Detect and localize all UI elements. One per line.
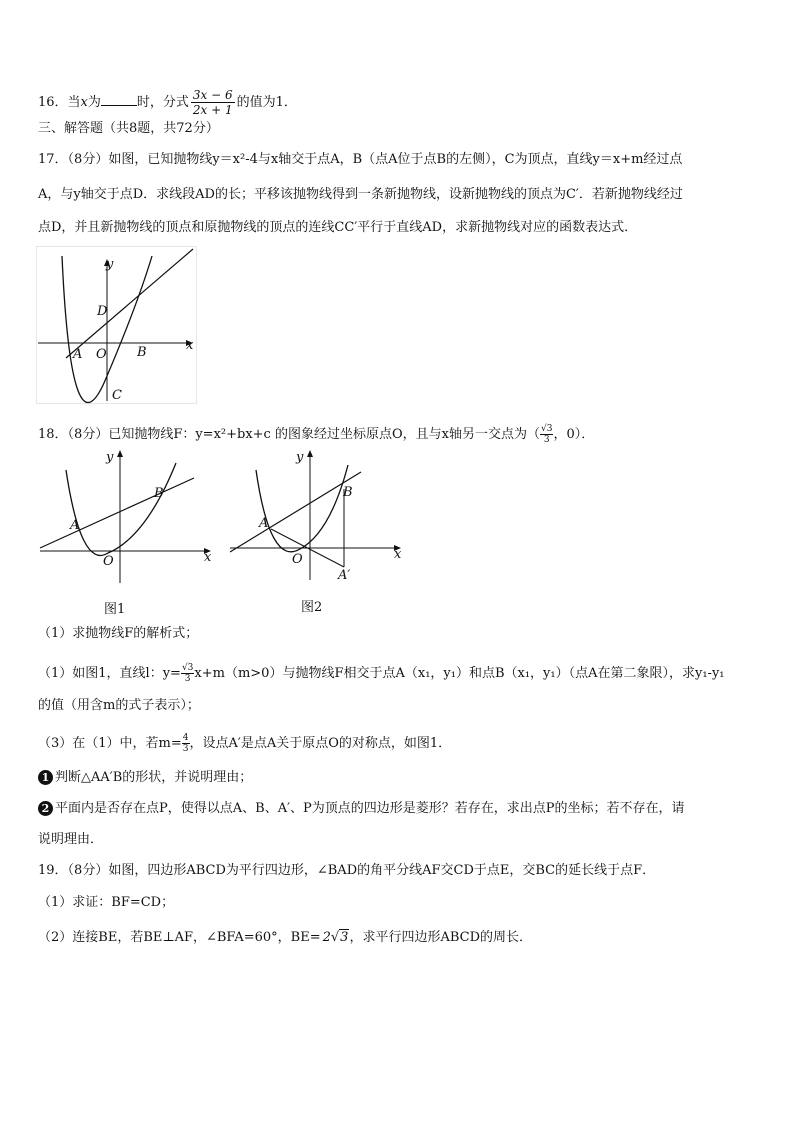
q18-figure1 xyxy=(36,445,216,585)
q18-line1-pre: 18．（8分）已知抛物线F：y=x²+bx+c 的图象经过坐标原点O，且与x轴另一交点为（ xyxy=(38,427,540,442)
q18-part2 xyxy=(38,663,725,684)
q18-part3-fraction-num: 4 xyxy=(182,733,189,743)
q18-subpart1-text: 判断△AA′B的形状，并说明理由； xyxy=(55,770,253,785)
q17-label-o: O xyxy=(96,347,107,362)
q16-fraction xyxy=(191,88,235,117)
q18-part3 xyxy=(38,733,451,754)
q18-fig1-y-arrow xyxy=(117,450,123,457)
q17-line3: 点D，并且新抛物线的顶点和原抛物线的顶点的连线CC′平行于直线AD，求新抛物线对应的函数表达式． xyxy=(38,220,638,235)
q16-end: 的值为1． xyxy=(236,95,297,110)
q19-part2-sqrt-sign: √ xyxy=(330,930,340,945)
q18-fig2-line xyxy=(230,472,361,552)
q18-fraction-den: 3 xyxy=(543,435,550,445)
q18-fig2-label-a: A xyxy=(259,516,269,531)
q18-figure1-caption: 图1 xyxy=(104,602,126,617)
q18-subpart2-line2: 说明理由． xyxy=(38,832,104,847)
q18-fig1-parabola xyxy=(66,463,176,555)
q18-figure2-caption: 图2 xyxy=(301,600,323,615)
q18-figure2 xyxy=(226,445,410,585)
q18-part2-fraction xyxy=(181,663,194,684)
q18-part2-post: x+m（m>0）与抛物线F相交于点A（x₁，y₁）和点B（x₁，y₁）（点A在第二象限），求y₁-y₁ xyxy=(194,666,725,681)
q18-part3-fraction-den: 3 xyxy=(182,744,189,754)
q18-part2-fraction-den: 3 xyxy=(184,674,191,684)
q18-part3-fraction xyxy=(182,733,190,754)
q18-fig1-label-b: B xyxy=(154,486,164,501)
q18-fig2-label-b: B xyxy=(343,485,353,500)
q18-fig2-label-a-prime: A′ xyxy=(338,568,351,583)
q17-line2: A，与y轴交于点D．求线段AD的长；平移该抛物线得到一条新抛物线，设新抛物线的顶点为C′．若新抛物线经过 xyxy=(38,187,683,202)
q17-label-x: x xyxy=(186,338,194,353)
section-heading: 三、解答题（共8题，共72分） xyxy=(38,121,219,136)
q18-part3-pre: （3）在（1）中，若m= xyxy=(38,736,182,751)
q18-part1: （1）求抛物线F的解析式； xyxy=(38,626,199,641)
q18-fig2-label-x: x xyxy=(394,547,402,562)
q16-post: 时，分式 xyxy=(136,95,189,110)
q16-answer-blank xyxy=(101,93,137,106)
q16-pre: 16．当 xyxy=(38,95,81,110)
q18-line1 xyxy=(38,424,594,445)
q18-fig1-label-o: O xyxy=(103,554,114,569)
q16-var: x xyxy=(80,95,88,110)
q19-part2 xyxy=(38,929,532,947)
q16-fraction-denominator: 2x + 1 xyxy=(192,103,233,117)
q16-fraction-numerator: 3x − 6 xyxy=(192,88,233,102)
q18-subpart2-text: 平面内是否存在点P，使得以点A、B、A′、P为顶点的四边形是菱形？若存在，求出点P的坐标；若不存在，请 xyxy=(55,801,685,816)
q17-label-a: A xyxy=(73,347,83,362)
q18-part3-post: ，设点A′是点A关于原点O的对称点，如图1． xyxy=(189,736,452,751)
q18-fig2-label-o: O xyxy=(292,552,303,567)
q18-subpart1 xyxy=(38,769,252,787)
q17-figure xyxy=(36,246,200,406)
q19-part2-pre: （2）连接BE，若BE⊥AF，∠BFA=60°，BE= xyxy=(38,930,321,945)
q18-fraction-num: √3 xyxy=(540,424,553,434)
q19-part2-coef: 2 xyxy=(322,930,331,945)
q19-part2-post: ，求平行四边形ABCD的周长． xyxy=(349,930,533,945)
circled-number-1: 1 xyxy=(38,770,53,785)
q16-line xyxy=(38,88,297,117)
q19-part1: （1）求证：BF=CD； xyxy=(38,895,175,910)
q18-part2-pre: （1）如图1，直线l：y= xyxy=(38,666,181,681)
q18-fig1-label-y: y xyxy=(106,450,114,465)
q17-label-c: C xyxy=(112,388,122,403)
q18-subpart2 xyxy=(38,800,685,818)
q17-label-b: B xyxy=(137,345,147,360)
q19-line1: 19．（8分）如图，四边形ABCD为平行四边形，∠BAD的角平分线AF交CD于点E，交BC的延长线于点F． xyxy=(38,863,656,878)
q18-fig2-y-arrow xyxy=(307,450,313,457)
q18-part2-fraction-num: √3 xyxy=(181,663,194,673)
q19-part2-radicand: 3 xyxy=(340,930,349,945)
q18-line1-post: ，0）． xyxy=(553,427,595,442)
q18-fig1-label-x: x xyxy=(204,550,212,565)
q16-mid: 为 xyxy=(87,95,101,110)
q18-part2-line2: 的值（用含m的式子表示）； xyxy=(38,698,200,713)
q18-fraction xyxy=(540,424,553,445)
q18-fig1-line xyxy=(40,478,194,548)
q17-line-ad xyxy=(66,249,193,358)
q17-label-d: D xyxy=(97,304,108,319)
q18-fig2-label-y: y xyxy=(296,450,304,465)
q18-fig1-label-a: A xyxy=(70,518,80,533)
circled-number-2: 2 xyxy=(38,801,53,816)
q17-label-y: y xyxy=(106,257,114,272)
q17-line1: 17．（8分）如图，已知抛物线y＝x²-4与x轴交于点A，B（点A位于点B的左侧），C为顶点，直线y＝x+m经过点 xyxy=(38,152,683,167)
